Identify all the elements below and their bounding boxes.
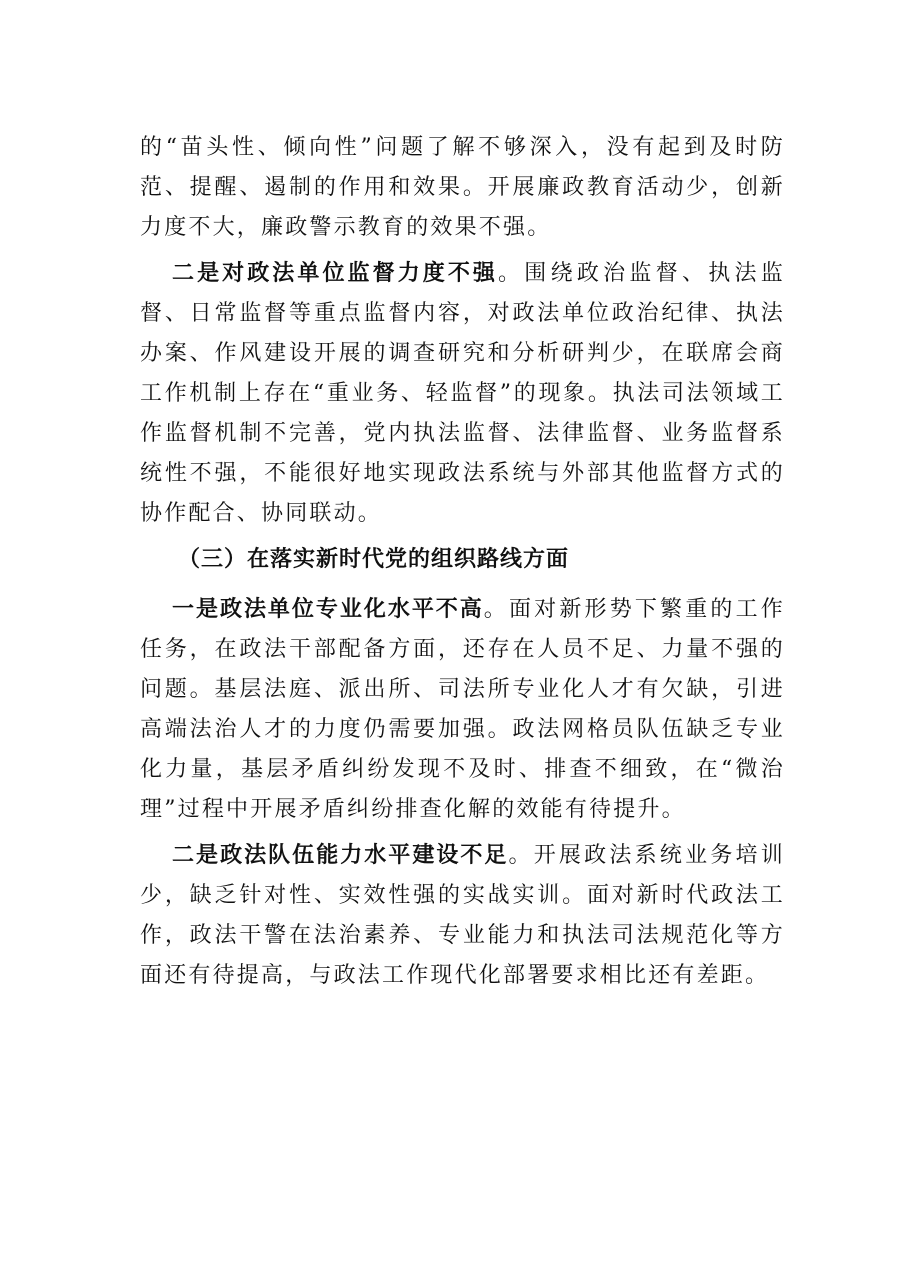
paragraph-lead-text: 一是政法单位专业化水平不高: [172, 597, 484, 622]
paragraph-team-capability: [140, 836, 785, 996]
paragraph-lead-text: 二是政法队伍能力水平建设不足: [172, 843, 509, 868]
paragraph-continuation: 的“苗头性、倾向性”问题了解不够深入，没有起到及时防范、提醒、遏制的作用和效果。开展廉政教育活动少，创新力度不大，廉政警示教育的效果不强。: [140, 135, 785, 240]
paragraph-lead-text: 二是对政法单位监督力度不强: [172, 261, 499, 286]
paragraph-body-text: 。面对新形势下繁重的工作任务，在政法干部配备方面，还存在人员不足、力量不强的问题。基层法庭、派出所、司法所专业化人才有欠缺，引进高端法治人才的力度仍需要加强。政法网格员队伍缺乏专业化力量，基层矛盾纠纷发现不及时、排查不细致，在“微治理”过程中开展矛盾纠纷排查化解的效能有待提升。: [140, 597, 785, 822]
paragraph-professionalization: [140, 590, 785, 830]
paragraph-supervision: [140, 254, 785, 534]
section-heading: （三）在落实新时代党的组织路线方面: [178, 547, 570, 572]
paragraph-body-text: 。围绕政治监督、执法监督、日常监督等重点监督内容，对政法单位政治纪律、执法办案、作风建设开展的调查研究和分析研判少，在联席会商工作机制上存在“重业务、轻监督”的现象。执法司法领域工作监督机制不完善，党内执法监督、法律监督、业务监督系统性不强，不能很好地实现政法系统与外部其他监督方式的协作配合、协同联动。: [140, 261, 785, 526]
document-body: [140, 128, 785, 1002]
paragraph-body-text: 。开展政法系统业务培训少，缺乏针对性、实效性强的实战实训。面对新时代政法工作，政法干警在法治素养、专业能力和执法司法规范化等方面还有待提高，与政法工作现代化部署要求相比还有差距。: [140, 843, 785, 988]
